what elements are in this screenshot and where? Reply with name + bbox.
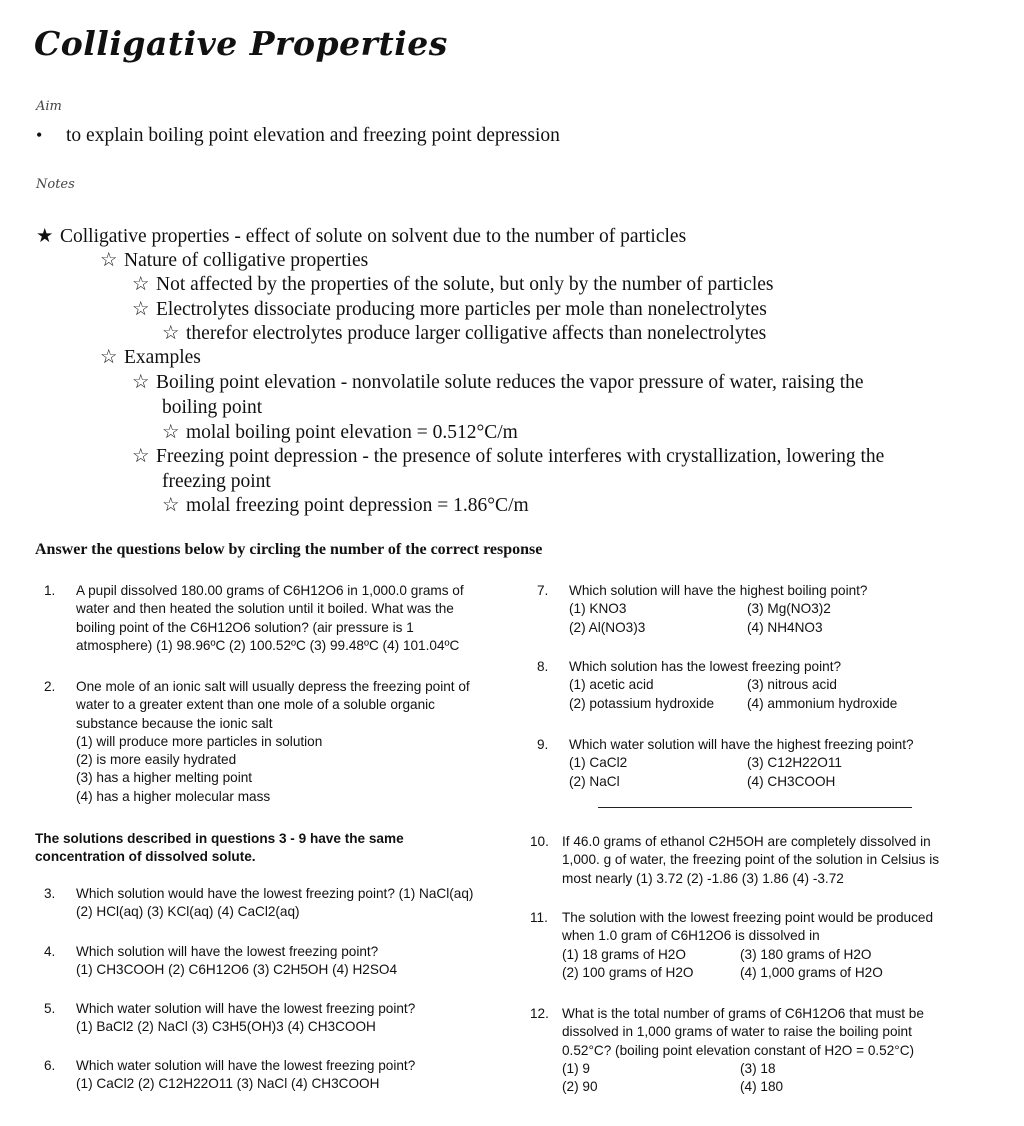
notes-line: ★ Colligative properties - effect of solute on solvent due to the number of particles (36, 226, 687, 247)
question-line: water and then heated the solution until it boiled. What was the (76, 601, 454, 617)
answer-option[interactable]: (1) 18 grams of H2O (562, 946, 686, 962)
question-6 (44, 1057, 504, 1097)
question-10 (530, 833, 990, 893)
notes-line: boiling point (162, 397, 263, 418)
question-line: Which water solution will have the lowest freezing point? (76, 1058, 416, 1073)
answer-options[interactable]: (1) CH3COOH (2) C6H12O6 (3) C2H5OH (4) H2SO4 (76, 962, 398, 978)
star-outline-icon: ☆ (162, 495, 180, 516)
answer-option[interactable]: (3) C12H22O11 (747, 755, 842, 771)
notes-label: Notes (36, 177, 75, 192)
answer-options[interactable]: (1) CaCl2 (2) C12H22O11 (3) NaCl (4) CH3COOH (76, 1076, 380, 1092)
notes-line: ☆ molal boiling point elevation = 0.512°C/m (162, 422, 518, 443)
notes-line: ☆ Electrolytes dissociate producing more particles per mole than nonelectrolytes (132, 299, 767, 320)
question-number: 1. (44, 583, 56, 598)
question-number: 11. (530, 910, 548, 925)
question-number: 5. (44, 1001, 56, 1016)
answer-option[interactable]: (1) 9 (562, 1060, 590, 1076)
answer-option[interactable]: (2) is more easily hydrated (76, 752, 237, 768)
question-12 (530, 1005, 990, 1105)
answer-option[interactable]: (3) 180 grams of H2O (740, 946, 872, 962)
star-outline-icon: ☆ (100, 347, 118, 368)
same-concentration-note: The solutions described in questions 3 - 9 have the same concentration of dissolved solute. (35, 831, 404, 864)
question-number: 12. (530, 1006, 549, 1021)
answer-option[interactable]: (3) 18 (740, 1060, 776, 1076)
answer-option[interactable]: (3) nitrous acid (747, 677, 837, 693)
question-3 (44, 885, 504, 925)
aim-item (36, 124, 560, 147)
answer-option[interactable]: (1) acetic acid (569, 677, 654, 693)
question-line: Which water solution will have the lowest freezing point? (76, 1001, 416, 1016)
question-line: atmosphere) (1) 98.96ºC (2) 100.52ºC (3) 99.48ºC (4) 101.04ºC (76, 637, 460, 653)
question-9 (537, 736, 977, 796)
notes-line: ☆ Freezing point depression - the presence of solute interferes with crystallization, lowering the (132, 446, 885, 467)
answer-option[interactable]: (2) 100 grams of H2O (562, 964, 694, 980)
answer-option[interactable]: (4) CH3COOH (747, 773, 836, 789)
bullet-icon: • (36, 125, 43, 145)
question-2 (44, 678, 504, 813)
notes-line: ☆ Boiling point elevation - nonvolatile solute reduces the vapor pressure of water, raising the (132, 372, 864, 393)
answer-option[interactable]: (2) 90 (562, 1079, 598, 1095)
answer-option[interactable]: (2) potassium hydroxide (569, 695, 715, 711)
aim-item-text: to explain boiling point elevation and freezing point depression (66, 125, 560, 146)
question-line: If 46.0 grams of ethanol C2H5OH are completely dissolved in (562, 834, 931, 849)
star-icon: ★ (36, 226, 54, 247)
question-4 (44, 943, 504, 983)
notes-line: freezing point (162, 471, 271, 492)
answer-options[interactable]: (1) BaCl2 (2) NaCl (3) C3H5(OH)3 (4) CH3COOH (76, 1019, 376, 1035)
aim-label: Aim (36, 99, 62, 114)
question-line: What is the total number of grams of C6H12O6 that must be (562, 1006, 924, 1021)
answer-option[interactable]: (4) ammonium hydroxide (747, 695, 898, 711)
question-5 (44, 1000, 504, 1040)
question-number: 3. (44, 886, 56, 901)
question-line: Which solution will have the lowest freezing point? (76, 944, 379, 959)
question-line: A pupil dissolved 180.00 grams of C6H12O6 in 1,000.0 grams of (76, 583, 464, 598)
question-line: Which solution will have the highest boiling point? (569, 583, 868, 598)
question-number: 9. (537, 737, 549, 752)
question-number: 2. (44, 679, 56, 694)
star-outline-icon: ☆ (162, 422, 180, 443)
star-outline-icon: ☆ (132, 274, 150, 295)
star-outline-icon: ☆ (132, 372, 150, 393)
question-line: Which solution would have the lowest freezing point? (1) NaCl(aq) (76, 886, 474, 901)
divider-line (598, 807, 912, 808)
question-line: substance because the ionic salt (76, 715, 273, 731)
page-title: Colligative Properties (34, 24, 448, 63)
question-line: One mole of an ionic salt will usually depress the freezing point of (76, 679, 470, 694)
notes-line: ☆ therefor electrolytes produce larger colligative affects than nonelectrolytes (162, 323, 767, 344)
answer-option[interactable]: (2) Al(NO3)3 (569, 619, 646, 635)
notes-line: ☆ molal freezing point depression = 1.86°C/m (162, 495, 529, 516)
answer-heading: Answer the questions below by circling the number of the correct response (35, 541, 543, 558)
question-line: dissolved in 1,000 grams of water to raise the boiling point (562, 1024, 912, 1040)
notes-line: ☆ Examples (100, 347, 201, 368)
question-line: boiling point of the C6H12O6 solution? (air pressure is 1 (76, 619, 414, 635)
question-11 (530, 909, 990, 989)
answer-option[interactable]: (1) KNO3 (569, 601, 627, 617)
question-1 (44, 582, 504, 662)
question-number: 6. (44, 1058, 56, 1073)
answer-option[interactable]: (3) Mg(NO3)2 (747, 601, 831, 617)
answer-option[interactable]: (3) has a higher melting point (76, 770, 253, 786)
answer-options[interactable]: (2) HCl(aq) (3) KCl(aq) (4) CaCl2(aq) (76, 904, 300, 920)
answer-option[interactable]: (1) CaCl2 (569, 755, 628, 771)
notes-line: ☆ Not affected by the properties of the solute, but only by the number of particles (132, 274, 774, 295)
answer-option[interactable]: (4) 180 (740, 1079, 784, 1095)
question-number: 7. (537, 583, 549, 598)
star-outline-icon: ☆ (100, 250, 118, 271)
question-number: 8. (537, 659, 549, 674)
star-outline-icon: ☆ (132, 299, 150, 320)
answer-option[interactable]: (1) will produce more particles in solution (76, 733, 323, 749)
answer-options[interactable]: most nearly (1) 3.72 (2) -1.86 (3) 1.86 (4) -3.72 (562, 870, 844, 886)
question-number: 4. (44, 944, 56, 959)
question-line: water to a greater extent than one mole of a soluble organic (76, 697, 435, 713)
question-line: Which water solution will have the highest freezing point? (569, 737, 914, 752)
notes-line: ☆ Nature of colligative properties (100, 250, 369, 271)
answer-option[interactable]: (4) NH4NO3 (747, 619, 823, 635)
question-line: Which solution has the lowest freezing point? (569, 659, 842, 674)
answer-option[interactable]: (4) has a higher molecular mass (76, 788, 271, 804)
star-outline-icon: ☆ (162, 323, 180, 344)
question-line: The solution with the lowest freezing point would be produced (562, 910, 934, 925)
question-8 (537, 658, 977, 718)
answer-option[interactable]: (4) 1,000 grams of H2O (740, 964, 883, 980)
question-line: when 1.0 gram of C6H12O6 is dissolved in (562, 928, 820, 944)
question-line: 0.52°C? (boiling point elevation constant of H2O = 0.52°C) (562, 1042, 915, 1058)
question-7 (537, 582, 977, 642)
star-outline-icon: ☆ (132, 446, 150, 467)
question-line: 1,000. g of water, the freezing point of the solution in Celsius is (562, 852, 940, 868)
answer-option[interactable]: (2) NaCl (569, 773, 620, 789)
question-number: 10. (530, 834, 549, 849)
